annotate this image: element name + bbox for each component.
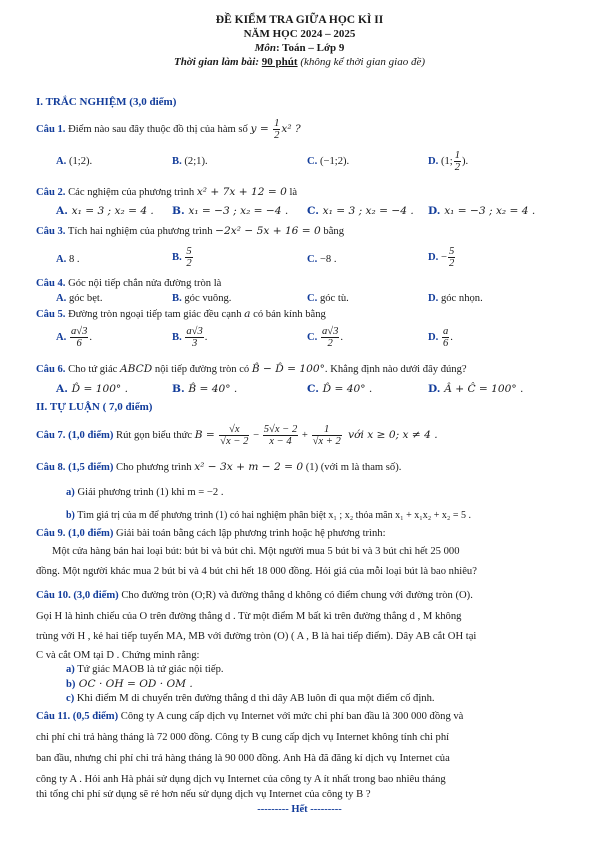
q3-option-d: D. − $\frac{5}{2}$	[428, 246, 455, 270]
time-value: 90 phút	[261, 56, 298, 68]
q1-func-fraction: $\frac{1}{2}$	[274, 118, 280, 142]
q11-line-2: chi phí chi trả hàng tháng là 72 000 đồng. Công ty B cung cấp dịch vụ Internet không tính chi phí	[36, 732, 450, 743]
question-4: Câu 4. Góc nội tiếp chắn nửa đường tròn là	[36, 278, 222, 289]
question-9: Câu 9. (1,0 điểm) Giải bài toán bằng cách lập phương trình hoặc hệ phương trình:	[36, 528, 386, 539]
q1-label: Câu 1.	[36, 124, 66, 136]
subject-label: Môn	[254, 42, 276, 54]
q1-option-d: D. (1; $\frac{1}{2}$ ).	[428, 150, 469, 174]
question-10: Câu 10. (3,0 điểm) Cho đường tròn (O;R) và đường thẳng d không có điểm chung với đường tròn (O).	[36, 590, 473, 601]
question-11: Câu 11. (0,5 điểm) Công ty A cung cấp dịch vụ Internet với mức chi phí ban đầu là 300 000 đồng và	[36, 711, 464, 722]
q10-line-2: Gọi H là hình chiếu của O trên đường thẳng d . Từ một điểm M bất kì trên đường thẳng d , M không	[36, 611, 462, 622]
q1-option-a: A. (1;2).	[56, 156, 93, 167]
q2-option-d: D. x₁ = −3 ; x₂ = 4 .	[428, 205, 536, 217]
q6-option-a: A. D̂ = 100° .	[56, 383, 128, 395]
q11-line-5: thì tổng chi phí sử dụng sẽ rẻ hơn nếu sử dụng dịch vụ Internet của công ty B ?	[36, 789, 371, 800]
q5-option-c: C. $\frac{a√3}{2}$ .	[307, 326, 344, 350]
q11-line-4: công ty A . Hỏi anh Hà phải sử dụng dịch vụ Internet của công ty A ít nhất trong bao nhiêu tháng	[36, 774, 446, 785]
q5-option-a: A. $\frac{a√3}{6}$ .	[56, 326, 93, 350]
section-multiple-choice: I. TRẮC NGHIỆM (3,0 điểm)	[36, 96, 177, 108]
q2-option-b: B. x₁ = −3 ; x₂ = −4 .	[172, 205, 289, 217]
q10-line-4: C và cắt OM tại D . Chứng minh rằng:	[36, 650, 200, 661]
q9-paragraph-2: đồng. Một người khác mua 2 bút bi và 4 bút chì hết 18 000 đồng. Hỏi giá của mỗi loại bút là bao nhiêu?	[36, 566, 477, 577]
question-6: Câu 6. Cho tứ giác ABCD nội tiếp đường tròn có B̂ − D̂ = 100°. Khẳng định nào dưới đây đúng?	[36, 363, 467, 375]
question-8: Câu 8. (1,5 điểm) Cho phương trình x² − 3x + m − 2 = 0 (1) (với m là tham số).	[36, 461, 402, 473]
q4-option-c: C. góc tù.	[307, 293, 349, 304]
q8-part-a: a) Giải phương trình (1) khi m = −2 .	[66, 487, 224, 498]
question-2: Câu 2. Các nghiệm của phương trình x² + 7x + 12 = 0 là	[36, 186, 298, 198]
q4-option-b: B. góc vuông.	[172, 293, 232, 304]
school-year: NĂM HỌC 2024 – 2025	[243, 28, 356, 40]
subject-line	[0, 42, 599, 54]
exam-title: ĐỀ KIỂM TRA GIỮA HỌC KÌ II	[215, 14, 384, 26]
question-7: Câu 7. (1,0 điểm) Rút gọn biểu thức B = $\frac{√x}{√x - 2}$ − $\frac{5√x - 2}{x - 4}$ + $\frac{1}{√x + 2}$ với x ≥ 0; x ≠ 4 .	[36, 424, 438, 448]
q2-option-a: A. x₁ = 3 ; x₂ = 4 .	[56, 205, 154, 217]
q10-part-a: a) Tứ giác MAOB là tứ giác nội tiếp.	[66, 664, 224, 675]
q5-option-b: B. $\frac{a√3}{3}$ .	[172, 326, 208, 350]
subject-value: : Toán – Lớp 9	[275, 42, 345, 54]
time-note: (không kể thời gian giao đề)	[297, 56, 426, 68]
q6-option-d: D. Â + Ĉ = 100° .	[428, 383, 524, 395]
q10-line-3: trùng với H , kẻ hai tiếp tuyến MA, MB với đường tròn (O) ( A , B là hai tiếp điểm). Dây AB cắt OH tại	[36, 631, 477, 642]
q1-option-c: C. (−1;2).	[307, 156, 350, 167]
q5-option-d: D. $\frac{a}{6}$ .	[428, 326, 453, 350]
time-label: Thời gian làm bài:	[173, 56, 262, 68]
q4-option-d: D. góc nhọn.	[428, 293, 483, 304]
q11-line-3: ban đầu, nhưng chi phí chi trả hàng tháng là 90 000 đồng. Anh Hà đã đăng kí dịch vụ Internet của	[36, 753, 450, 764]
question-5: Câu 5. Đường tròn ngoại tiếp tam giác đều cạnh a có bán kính bằng	[36, 308, 326, 320]
question-1	[36, 118, 577, 141]
q4-option-a: A. góc bẹt.	[56, 293, 103, 304]
end-marker: --------- Hết ---------	[257, 804, 342, 815]
q3-option-a: A. 8 .	[56, 254, 80, 265]
q9-paragraph-1: Một cửa hàng bán hai loại bút: bút bi và bút chì. Một người mua 5 bút bi và 3 bút chì hết 25 000	[52, 546, 460, 557]
q1-option-b: B. (2;1).	[172, 156, 208, 167]
q6-option-b: B. B̂ = 40° .	[172, 383, 238, 395]
section-essay: II. TỰ LUẬN ( 7,0 điểm)	[36, 401, 153, 413]
q8-part-b: b) Tìm giá trị của m để phương trình (1) có hai nghiệm phân biệt x₁ ; x₂ thỏa mãn x₁ + x₁x₂ + x₂ = 5 .	[66, 510, 471, 521]
question-3: Câu 3. Tích hai nghiệm của phương trình −2x² − 5x + 16 = 0 bằng	[36, 225, 345, 237]
q3-option-b: B. $\frac{5}{2}$	[172, 246, 192, 270]
q2-option-c: C. x₁ = 3 ; x₂ = −4 .	[307, 205, 414, 217]
q6-option-c: C. D̂ = 40° .	[307, 383, 373, 395]
q1-text: Điểm nào sau đây thuộc đồ thị của hàm số	[65, 124, 251, 136]
q10-part-b: b) OC · OH = OD · OM .	[66, 678, 193, 690]
q3-option-c: C. −8 .	[307, 254, 337, 265]
time-line	[0, 56, 599, 68]
q1-func: y =	[250, 123, 273, 136]
q1-func-tail: x² ?	[281, 123, 301, 136]
q10-part-c: c) Khi điểm M di chuyển trên đường thẳng d thì dây AB luôn đi qua một điểm cố định.	[66, 693, 435, 704]
